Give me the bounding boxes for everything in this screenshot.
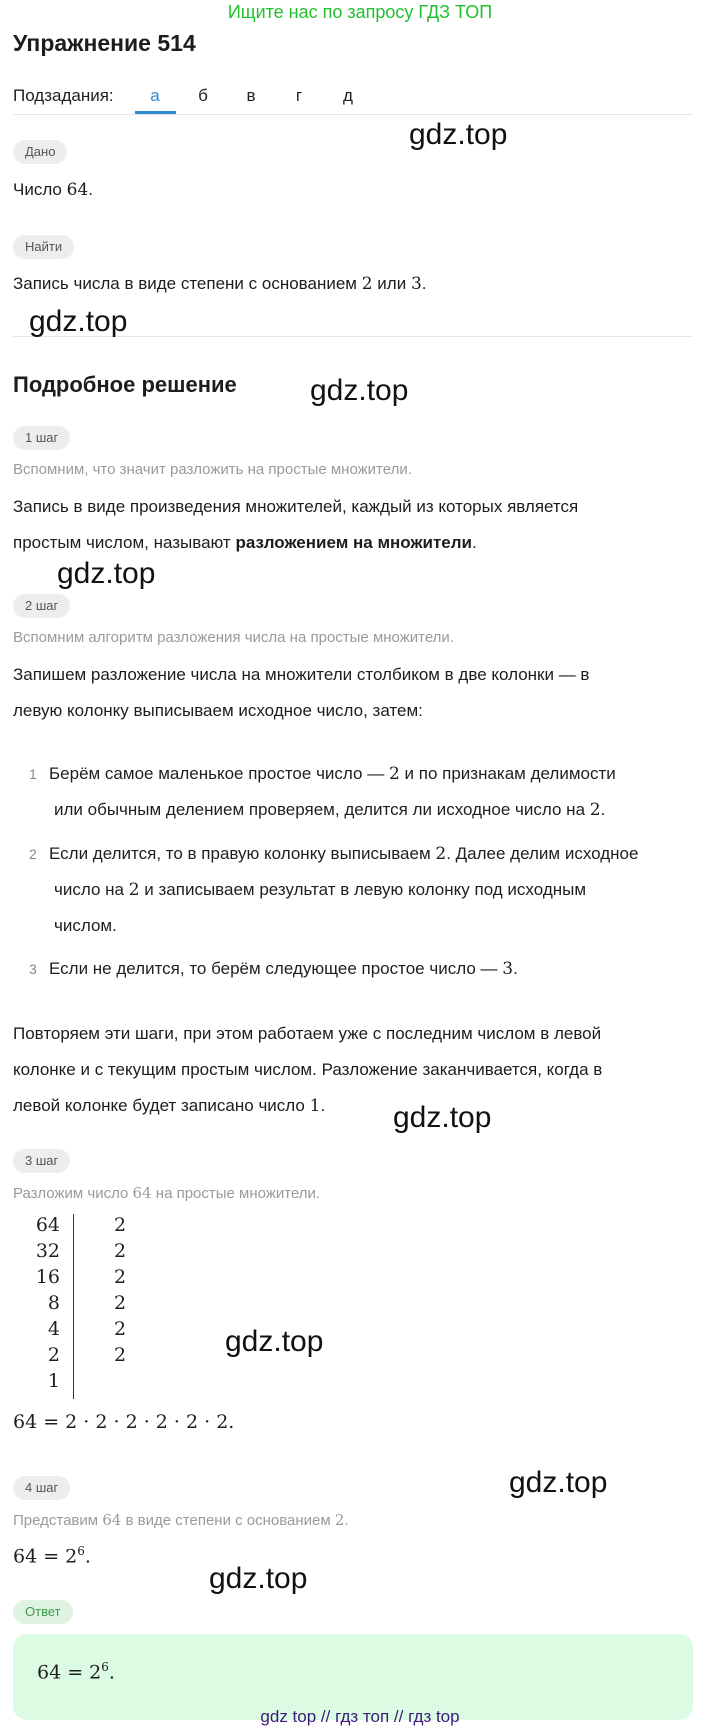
step3-hint (13, 1184, 320, 1202)
item1-l2b: . (600, 800, 606, 819)
step1-line2-a: простым числом, называют (13, 533, 231, 552)
step4-hint-m1: 64 (102, 1511, 122, 1529)
list-item-1-number: 1 (29, 766, 37, 782)
search-banner[interactable]: Ищите нас по запросу ГДЗ ТОП (227, 2, 493, 22)
given-end: . (88, 180, 94, 199)
step2-pill: 2 шаг (13, 594, 70, 618)
given-label: Число (13, 180, 62, 199)
step3-pill: 3 шаг (13, 1149, 70, 1173)
step2-after-line1: Повторяем эти шаги, при этом работаем уже с последним числом в левой (13, 1024, 602, 1043)
factor-right-6: 2 (113, 1344, 127, 1366)
factorization-result: 64 = 2 · 2 · 2 · 2 · 2 · 2. (13, 1411, 235, 1433)
find-base-2: 2 (361, 274, 373, 294)
after3a: левой колонке будет записано число (13, 1096, 305, 1115)
footer-links[interactable]: gdz top // гдз топ // гдз top (260, 1707, 460, 1726)
subtasks-label: Подзадания: (13, 86, 114, 105)
given-number: 64 (66, 180, 89, 200)
step2-hint: Вспомним алгоритм разложения числа на простые множители. (13, 629, 454, 646)
item1-l1m: 2 (388, 764, 400, 784)
step2-after-line3 (13, 1088, 693, 1124)
step4-hint-a: Представим (13, 1512, 99, 1529)
find-end: . (421, 274, 427, 293)
item2-l2a: число на (54, 880, 124, 899)
step2-line2: левую колонку выписываем исходное число, затем: (13, 701, 423, 720)
answer-base: 64 = 2 (37, 1661, 102, 1684)
find-label: Запись числа в виде степени с основанием (13, 274, 357, 293)
step4-hint-b: в виде степени с основанием (125, 1512, 331, 1529)
answer-text (37, 1660, 115, 1683)
tabs-divider (13, 114, 693, 115)
factor-right-5: 2 (113, 1318, 127, 1340)
answer-exp: 6 (101, 1660, 109, 1674)
watermark: gdz.top (209, 1562, 308, 1595)
answer-end: . (108, 1661, 115, 1684)
watermark: gdz.top (225, 1325, 324, 1358)
item2-l2b: и записываем результат в левую колонку под исходным (144, 880, 587, 899)
step1-line2-end: . (471, 533, 477, 552)
factor-left-5: 4 (47, 1318, 60, 1340)
after3m: 1 (309, 1096, 321, 1116)
power-result-base: 64 = 2 (13, 1545, 78, 1568)
item2-l1m: 2 (435, 844, 447, 864)
item2-l1a: Если делится, то в правую колонку выписываем (49, 844, 431, 863)
find-or: или (377, 274, 407, 293)
tab-b[interactable]: б (198, 86, 208, 105)
step1-line1: Запись в виде произведения множителей, каждый из которых является (13, 497, 579, 516)
step2-after-line2: колонке и с текущим простым числом. Разложение заканчивается, когда в (13, 1060, 603, 1079)
item1-l1b: и по признакам делимости (404, 764, 616, 783)
step1-line2 (13, 525, 693, 561)
given-pill: Дано (13, 140, 67, 164)
factor-right-2: 2 (113, 1240, 127, 1262)
factor-right-1: 2 (113, 1214, 127, 1236)
list-item-2-number: 2 (29, 846, 37, 862)
item3-l1a: Если не делится, то берём следующее простое число — (49, 959, 498, 978)
step4-hint (13, 1511, 349, 1529)
list-item-2-line3: числом. (54, 916, 117, 935)
factor-left-7: 1 (47, 1370, 60, 1392)
step2-line1: Запишем разложение числа на множители столбиком в две колонки — в (13, 665, 590, 684)
factor-left-2: 32 (35, 1240, 60, 1262)
step1-hint: Вспомним, что значит разложить на простые множители. (13, 461, 412, 478)
watermark: gdz.top (29, 305, 128, 338)
factor-left-3: 16 (35, 1266, 60, 1288)
list-item-2-line1 (49, 836, 699, 872)
step3-hint-a: Разложим число (13, 1185, 129, 1202)
item3-l1b: . (513, 959, 518, 978)
find-text (13, 266, 693, 302)
power-result (13, 1544, 91, 1567)
item3-l1m: 3 (502, 959, 514, 979)
page-title: Упражнение 514 (13, 30, 196, 56)
list-item-2-line2 (54, 872, 704, 908)
item1-l1a: Берём самое маленькое простое число — (49, 764, 385, 783)
step1-pill: 1 шаг (13, 426, 70, 450)
step3-hint-b: на простые множители. (155, 1185, 321, 1202)
solution-heading: Подробное решение (13, 372, 237, 397)
list-item-3-line1 (49, 951, 699, 987)
watermark: gdz.top (509, 1466, 608, 1499)
tab-v[interactable]: в (246, 86, 256, 105)
factor-left-6: 2 (47, 1344, 60, 1366)
factor-left-1: 64 (35, 1214, 60, 1236)
factor-right-3: 2 (113, 1266, 127, 1288)
list-item-1-line2 (54, 792, 704, 828)
tab-d[interactable]: д (343, 86, 353, 105)
given-text (13, 172, 693, 208)
tab-a[interactable]: а (150, 86, 160, 105)
step1-term: разложением на множители (235, 533, 472, 552)
list-item-1-line1 (49, 756, 699, 792)
find-pill: Найти (13, 235, 74, 259)
watermark: gdz.top (310, 374, 409, 407)
step4-pill: 4 шаг (13, 1476, 70, 1500)
list-item-3-number: 3 (29, 961, 37, 977)
watermark: gdz.top (409, 118, 508, 151)
tab-g[interactable]: г (295, 86, 303, 105)
answer-pill: Ответ (13, 1600, 73, 1624)
after3b: . (320, 1096, 326, 1115)
step3-hint-m: 64 (132, 1184, 152, 1202)
factor-left-4: 8 (47, 1292, 60, 1314)
step4-hint-c: . (344, 1512, 349, 1529)
item1-l2m: 2 (589, 800, 601, 820)
power-result-end: . (84, 1545, 91, 1568)
watermark: gdz.top (57, 557, 156, 590)
watermark: gdz.top (393, 1101, 492, 1134)
item2-l1b: . Далее делим исходное (446, 844, 639, 863)
power-result-exp: 6 (77, 1544, 85, 1558)
factor-right-4: 2 (113, 1292, 127, 1314)
item1-l2a: или обычным делением проверяем, делится ли исходное число на (54, 800, 586, 819)
item2-l2m: 2 (128, 880, 140, 900)
factor-column-divider (73, 1214, 74, 1399)
step4-hint-m2: 2 (334, 1511, 345, 1529)
find-base-3: 3 (410, 274, 422, 294)
